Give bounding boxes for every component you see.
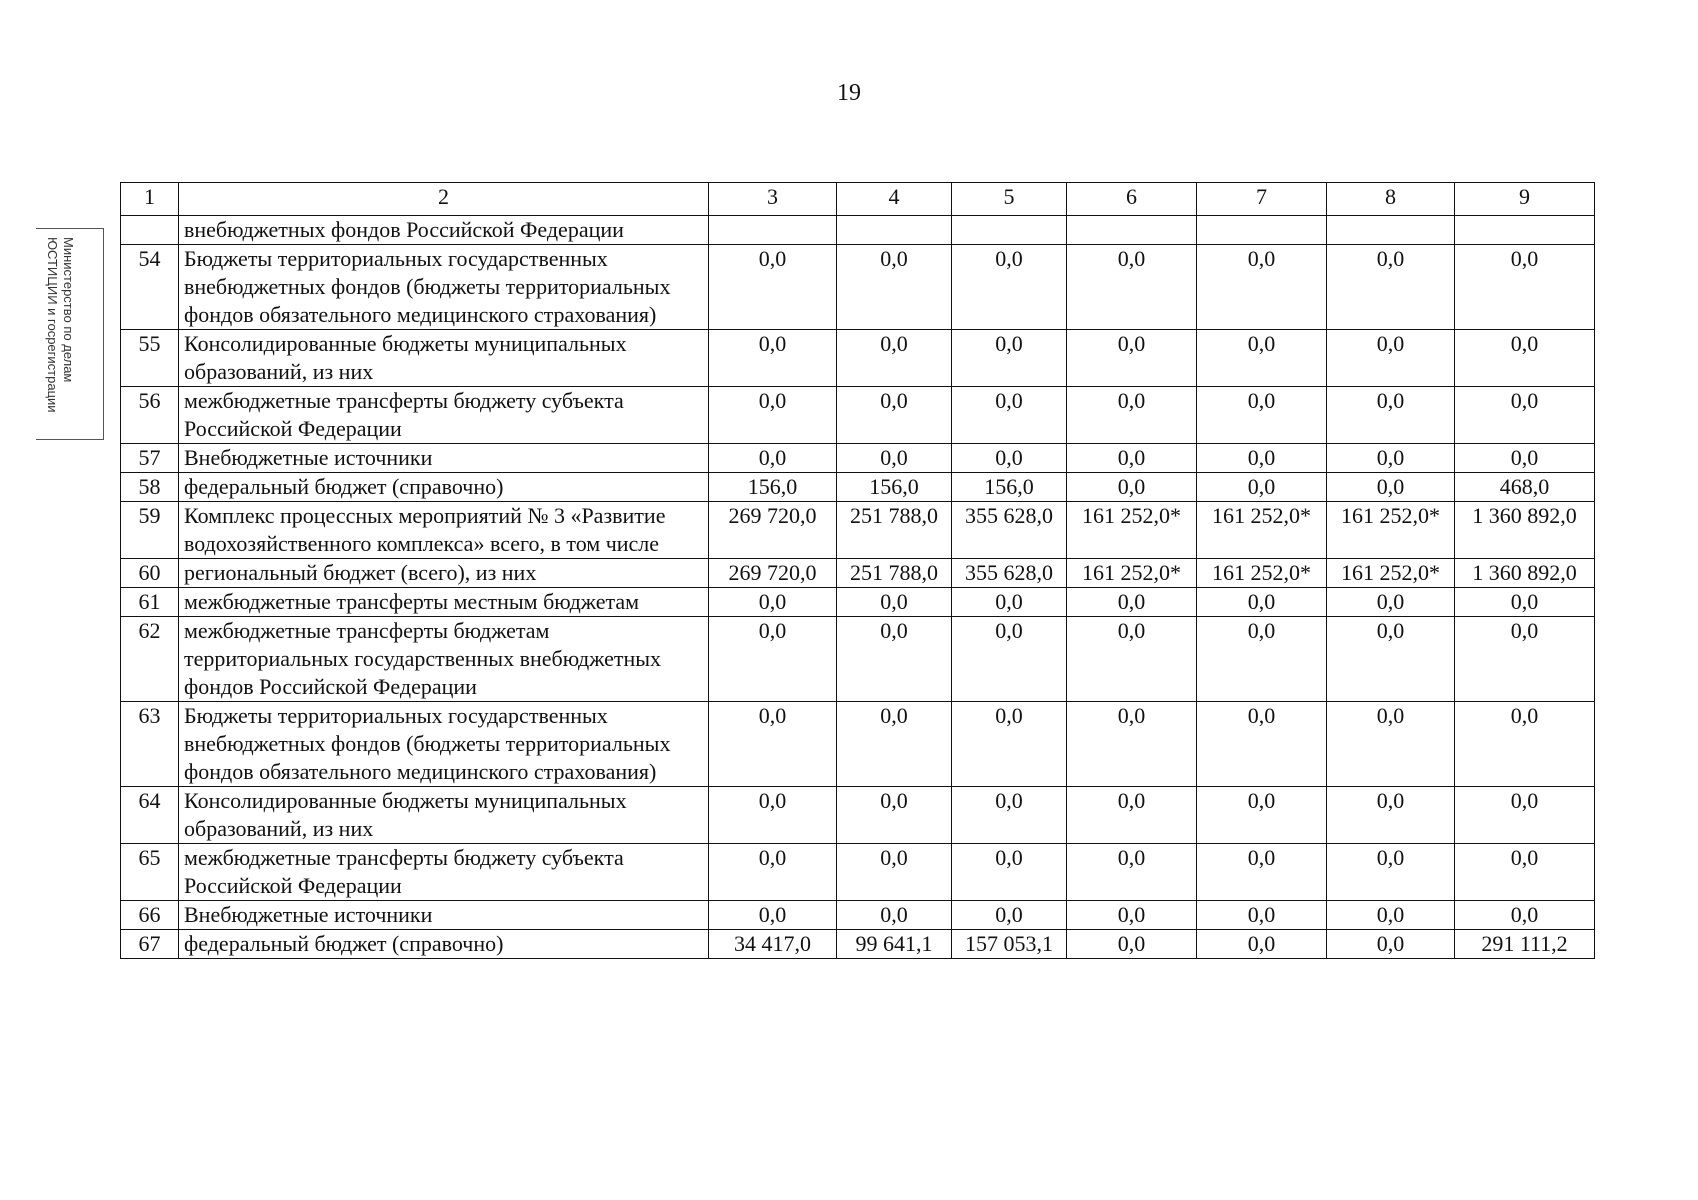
value-cell-col-3: 0,0 xyxy=(709,702,837,787)
value-cell-col-3: 0,0 xyxy=(709,787,837,844)
value-cell-col-4: 0,0 xyxy=(837,387,952,444)
row-name: региональный бюджет (всего), из них xyxy=(179,559,709,588)
column-header-5: 5 xyxy=(952,183,1067,216)
value-cell-col-7: 0,0 xyxy=(1197,330,1327,387)
value-cell-col-5: 0,0 xyxy=(952,901,1067,930)
value-cell-col-7: 0,0 xyxy=(1197,787,1327,844)
value-cell-col-9: 0,0 xyxy=(1455,444,1595,473)
value-cell-col-4 xyxy=(837,216,952,245)
row-number: 63 xyxy=(121,702,179,787)
value-cell-col-5: 0,0 xyxy=(952,702,1067,787)
value-cell-col-3: 269 720,0 xyxy=(709,502,837,559)
value-cell-col-8: 0,0 xyxy=(1327,930,1455,959)
value-cell-col-6: 0,0 xyxy=(1067,330,1197,387)
row-number: 59 xyxy=(121,502,179,559)
table-row xyxy=(121,901,1595,930)
value-cell-col-6: 0,0 xyxy=(1067,588,1197,617)
value-cell-col-6: 0,0 xyxy=(1067,617,1197,702)
row-number: 65 xyxy=(121,844,179,901)
table-row xyxy=(121,617,1595,702)
value-cell-col-6 xyxy=(1067,216,1197,245)
value-cell-col-8: 0,0 xyxy=(1327,387,1455,444)
value-cell-col-9: 0,0 xyxy=(1455,901,1595,930)
row-name: Комплекс процессных мероприятий № 3 «Развитие водохозяйственного комплекса» всего, в том числе xyxy=(179,502,709,559)
row-number: 66 xyxy=(121,901,179,930)
value-cell-col-8: 0,0 xyxy=(1327,330,1455,387)
value-cell-col-4: 251 788,0 xyxy=(837,559,952,588)
table-row xyxy=(121,216,1595,245)
value-cell-col-4: 0,0 xyxy=(837,702,952,787)
value-cell-col-4: 0,0 xyxy=(837,844,952,901)
value-cell-col-3: 0,0 xyxy=(709,245,837,330)
row-name: Консолидированные бюджеты муниципальных образований, из них xyxy=(179,787,709,844)
value-cell-col-7: 0,0 xyxy=(1197,444,1327,473)
value-cell-col-7: 0,0 xyxy=(1197,901,1327,930)
table-row xyxy=(121,787,1595,844)
value-cell-col-7: 0,0 xyxy=(1197,844,1327,901)
value-cell-col-6: 0,0 xyxy=(1067,245,1197,330)
row-name: федеральный бюджет (справочно) xyxy=(179,473,709,502)
value-cell-col-7: 0,0 xyxy=(1197,387,1327,444)
value-cell-col-8: 0,0 xyxy=(1327,617,1455,702)
table-row xyxy=(121,502,1595,559)
column-header-9: 9 xyxy=(1455,183,1595,216)
table-row xyxy=(121,559,1595,588)
value-cell-col-6: 0,0 xyxy=(1067,901,1197,930)
value-cell-col-4: 0,0 xyxy=(837,901,952,930)
value-cell-col-9: 0,0 xyxy=(1455,245,1595,330)
value-cell-col-9: 291 111,2 xyxy=(1455,930,1595,959)
value-cell-col-3: 0,0 xyxy=(709,330,837,387)
table-header-row xyxy=(121,183,1595,216)
page-number: 19 xyxy=(837,80,861,106)
value-cell-col-4: 0,0 xyxy=(837,444,952,473)
value-cell-col-3: 269 720,0 xyxy=(709,559,837,588)
row-number: 60 xyxy=(121,559,179,588)
value-cell-col-5: 157 053,1 xyxy=(952,930,1067,959)
value-cell-col-9: 1 360 892,0 xyxy=(1455,559,1595,588)
value-cell-col-3: 0,0 xyxy=(709,387,837,444)
value-cell-col-7: 0,0 xyxy=(1197,245,1327,330)
value-cell-col-7: 161 252,0* xyxy=(1197,502,1327,559)
row-name: Бюджеты территориальных государственных внебюджетных фондов (бюджеты территориальных фондов обязательного медицинского страхования) xyxy=(179,245,709,330)
value-cell-col-8: 0,0 xyxy=(1327,245,1455,330)
row-number: 58 xyxy=(121,473,179,502)
row-number: 57 xyxy=(121,444,179,473)
value-cell-col-6: 161 252,0* xyxy=(1067,559,1197,588)
value-cell-col-8: 0,0 xyxy=(1327,901,1455,930)
value-cell-col-9: 0,0 xyxy=(1455,330,1595,387)
value-cell-col-6: 0,0 xyxy=(1067,387,1197,444)
budget-table xyxy=(120,182,1595,959)
value-cell-col-8: 0,0 xyxy=(1327,444,1455,473)
column-header-6: 6 xyxy=(1067,183,1197,216)
value-cell-col-8: 0,0 xyxy=(1327,588,1455,617)
value-cell-col-5: 0,0 xyxy=(952,444,1067,473)
row-name: Внебюджетные источники xyxy=(179,444,709,473)
value-cell-col-3: 0,0 xyxy=(709,901,837,930)
registration-stamp xyxy=(36,228,104,440)
value-cell-col-8: 0,0 xyxy=(1327,787,1455,844)
value-cell-col-6: 0,0 xyxy=(1067,930,1197,959)
table-row xyxy=(121,444,1595,473)
table-row xyxy=(121,844,1595,901)
stamp-line-1: Министерство по делам xyxy=(61,237,76,383)
value-cell-col-5: 156,0 xyxy=(952,473,1067,502)
table-row xyxy=(121,245,1595,330)
row-number: 64 xyxy=(121,787,179,844)
value-cell-col-4: 251 788,0 xyxy=(837,502,952,559)
value-cell-col-5: 0,0 xyxy=(952,844,1067,901)
value-cell-col-9: 0,0 xyxy=(1455,588,1595,617)
row-name: Бюджеты территориальных государственных внебюджетных фондов (бюджеты территориальных фондов обязательного медицинского страхования) xyxy=(179,702,709,787)
value-cell-col-5: 0,0 xyxy=(952,330,1067,387)
value-cell-col-9: 468,0 xyxy=(1455,473,1595,502)
value-cell-col-4: 0,0 xyxy=(837,330,952,387)
row-number: 55 xyxy=(121,330,179,387)
value-cell-col-7 xyxy=(1197,216,1327,245)
value-cell-col-7: 161 252,0* xyxy=(1197,559,1327,588)
table-row xyxy=(121,702,1595,787)
row-name: внебюджетных фондов Российской Федерации xyxy=(179,216,709,245)
table-row xyxy=(121,473,1595,502)
value-cell-col-5 xyxy=(952,216,1067,245)
row-name: межбюджетные трансферты местным бюджетам xyxy=(179,588,709,617)
stamp-line-2: ЮСТИЦИИ и госрегистрации xyxy=(45,237,60,413)
value-cell-col-3: 156,0 xyxy=(709,473,837,502)
value-cell-col-9: 0,0 xyxy=(1455,787,1595,844)
value-cell-col-5: 0,0 xyxy=(952,787,1067,844)
value-cell-col-6: 0,0 xyxy=(1067,702,1197,787)
value-cell-col-9 xyxy=(1455,216,1595,245)
table-row xyxy=(121,387,1595,444)
value-cell-col-5: 0,0 xyxy=(952,588,1067,617)
value-cell-col-6: 0,0 xyxy=(1067,444,1197,473)
value-cell-col-4: 99 641,1 xyxy=(837,930,952,959)
value-cell-col-4: 0,0 xyxy=(837,787,952,844)
table-row xyxy=(121,930,1595,959)
value-cell-col-9: 0,0 xyxy=(1455,387,1595,444)
column-header-2: 2 xyxy=(179,183,709,216)
value-cell-col-4: 156,0 xyxy=(837,473,952,502)
value-cell-col-6: 161 252,0* xyxy=(1067,502,1197,559)
value-cell-col-7: 0,0 xyxy=(1197,473,1327,502)
value-cell-col-9: 1 360 892,0 xyxy=(1455,502,1595,559)
value-cell-col-8: 0,0 xyxy=(1327,844,1455,901)
row-name: федеральный бюджет (справочно) xyxy=(179,930,709,959)
value-cell-col-9: 0,0 xyxy=(1455,702,1595,787)
value-cell-col-7: 0,0 xyxy=(1197,930,1327,959)
value-cell-col-9: 0,0 xyxy=(1455,617,1595,702)
value-cell-col-4: 0,0 xyxy=(837,588,952,617)
value-cell-col-4: 0,0 xyxy=(837,245,952,330)
row-number: 62 xyxy=(121,617,179,702)
value-cell-col-5: 355 628,0 xyxy=(952,502,1067,559)
row-number: 54 xyxy=(121,245,179,330)
column-header-1: 1 xyxy=(121,183,179,216)
row-number: 61 xyxy=(121,588,179,617)
column-header-7: 7 xyxy=(1197,183,1327,216)
value-cell-col-5: 0,0 xyxy=(952,617,1067,702)
table-row xyxy=(121,330,1595,387)
column-header-8: 8 xyxy=(1327,183,1455,216)
column-header-4: 4 xyxy=(837,183,952,216)
value-cell-col-5: 0,0 xyxy=(952,245,1067,330)
row-number: 67 xyxy=(121,930,179,959)
value-cell-col-8: 161 252,0* xyxy=(1327,559,1455,588)
value-cell-col-5: 355 628,0 xyxy=(952,559,1067,588)
value-cell-col-8: 0,0 xyxy=(1327,473,1455,502)
value-cell-col-8: 0,0 xyxy=(1327,702,1455,787)
value-cell-col-5: 0,0 xyxy=(952,387,1067,444)
value-cell-col-9: 0,0 xyxy=(1455,844,1595,901)
row-name: межбюджетные трансферты бюджетам территориальных государственных внебюджетных фондов Российской Федерации xyxy=(179,617,709,702)
row-number xyxy=(121,216,179,245)
value-cell-col-3 xyxy=(709,216,837,245)
row-name: Внебюджетные источники xyxy=(179,901,709,930)
value-cell-col-8: 161 252,0* xyxy=(1327,502,1455,559)
value-cell-col-6: 0,0 xyxy=(1067,787,1197,844)
value-cell-col-7: 0,0 xyxy=(1197,588,1327,617)
value-cell-col-3: 0,0 xyxy=(709,588,837,617)
row-name: межбюджетные трансферты бюджету субъекта Российской Федерации xyxy=(179,387,709,444)
value-cell-col-8 xyxy=(1327,216,1455,245)
value-cell-col-7: 0,0 xyxy=(1197,617,1327,702)
row-number: 56 xyxy=(121,387,179,444)
column-header-3: 3 xyxy=(709,183,837,216)
row-name: Консолидированные бюджеты муниципальных образований, из них xyxy=(179,330,709,387)
row-name: межбюджетные трансферты бюджету субъекта Российской Федерации xyxy=(179,844,709,901)
value-cell-col-3: 0,0 xyxy=(709,844,837,901)
stamp-text xyxy=(44,237,76,413)
value-cell-col-3: 0,0 xyxy=(709,444,837,473)
value-cell-col-6: 0,0 xyxy=(1067,844,1197,901)
table-row xyxy=(121,588,1595,617)
value-cell-col-7: 0,0 xyxy=(1197,702,1327,787)
value-cell-col-4: 0,0 xyxy=(837,617,952,702)
value-cell-col-3: 0,0 xyxy=(709,617,837,702)
value-cell-col-6: 0,0 xyxy=(1067,473,1197,502)
value-cell-col-3: 34 417,0 xyxy=(709,930,837,959)
